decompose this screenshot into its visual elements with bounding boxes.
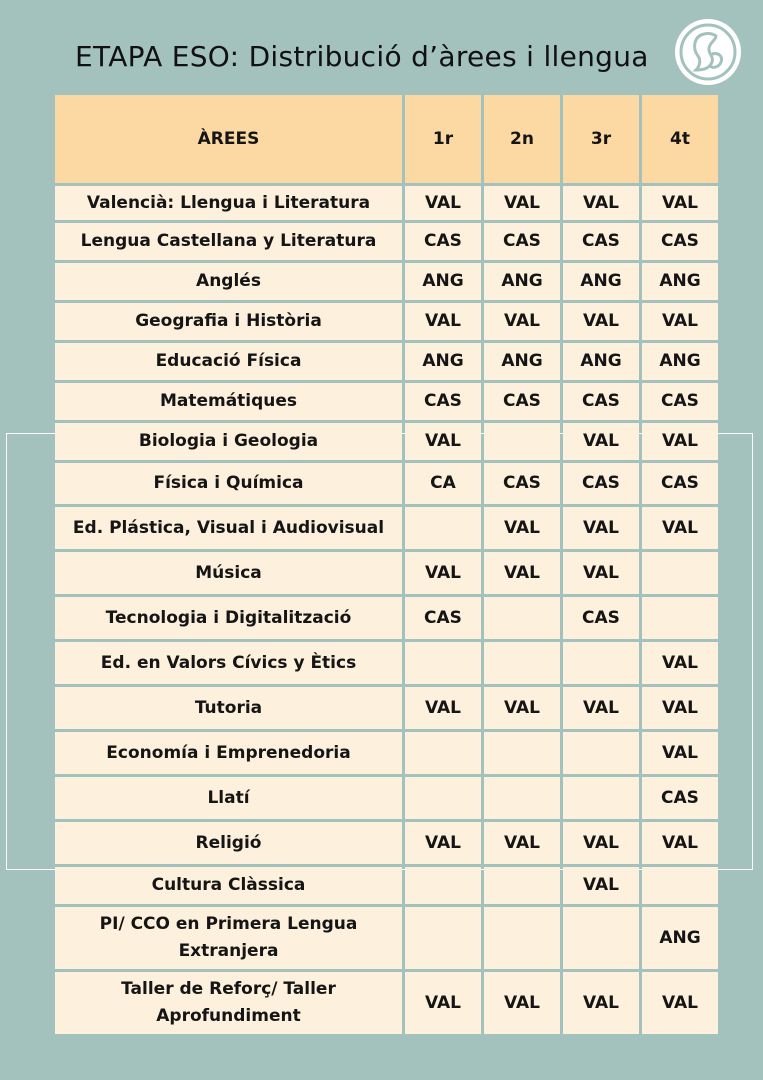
language-cell: VAL bbox=[642, 732, 718, 774]
language-cell: VAL bbox=[563, 507, 639, 549]
language-cell bbox=[484, 867, 560, 904]
language-cell: CAS bbox=[405, 597, 481, 639]
language-cell: ANG bbox=[642, 263, 718, 300]
language-cell: VAL bbox=[563, 867, 639, 904]
area-name-cell: Ed. en Valors Cívics y Ètics bbox=[55, 642, 402, 684]
area-name-cell: Tecnologia i Digitalització bbox=[55, 597, 402, 639]
language-cell: VAL bbox=[484, 687, 560, 729]
area-name-cell: Física i Química bbox=[55, 463, 402, 504]
language-cell bbox=[563, 777, 639, 819]
language-cell bbox=[484, 777, 560, 819]
language-cell: VAL bbox=[405, 687, 481, 729]
language-cell: VAL bbox=[563, 186, 639, 220]
language-cell: VAL bbox=[563, 552, 639, 594]
header-2n: 2n bbox=[484, 95, 560, 183]
area-name-cell: Anglés bbox=[55, 263, 402, 300]
table-row bbox=[55, 687, 718, 729]
language-cell: CAS bbox=[405, 223, 481, 260]
table-row bbox=[55, 732, 718, 774]
header-1r: 1r bbox=[405, 95, 481, 183]
language-cell: VAL bbox=[484, 186, 560, 220]
table-row bbox=[55, 867, 718, 904]
language-cell: CAS bbox=[484, 383, 560, 420]
header-arees: ÀREES bbox=[55, 95, 402, 183]
language-cell: VAL bbox=[642, 687, 718, 729]
table-row bbox=[55, 186, 718, 220]
language-cell: VAL bbox=[642, 507, 718, 549]
language-cell: VAL bbox=[484, 822, 560, 864]
language-cell: CA bbox=[405, 463, 481, 504]
language-cell: ANG bbox=[484, 263, 560, 300]
language-cell: CAS bbox=[563, 383, 639, 420]
language-cell: ANG bbox=[642, 343, 718, 380]
profile-silhouette-logo-icon bbox=[674, 18, 742, 86]
language-cell: CAS bbox=[642, 777, 718, 819]
table-row bbox=[55, 423, 718, 460]
language-cell bbox=[563, 732, 639, 774]
area-name-cell: Biologia i Geologia bbox=[55, 423, 402, 460]
language-cell: ANG bbox=[405, 263, 481, 300]
language-cell bbox=[405, 642, 481, 684]
language-cell bbox=[642, 597, 718, 639]
language-cell bbox=[484, 732, 560, 774]
area-name-cell: Valencià: Llengua i Literatura bbox=[55, 186, 402, 220]
language-cell: VAL bbox=[405, 822, 481, 864]
area-name-cell: Música bbox=[55, 552, 402, 594]
language-cell: VAL bbox=[563, 423, 639, 460]
language-cell: CAS bbox=[642, 383, 718, 420]
language-cell: CAS bbox=[484, 223, 560, 260]
language-cell: VAL bbox=[642, 423, 718, 460]
language-cell bbox=[405, 732, 481, 774]
language-cell: VAL bbox=[642, 303, 718, 340]
area-name-cell: Ed. Plástica, Visual i Audiovisual bbox=[55, 507, 402, 549]
language-cell bbox=[484, 642, 560, 684]
language-cell: VAL bbox=[642, 642, 718, 684]
area-name-cell: Economía i Emprenedoria bbox=[55, 732, 402, 774]
distribution-table bbox=[52, 92, 721, 1037]
language-cell bbox=[563, 907, 639, 969]
area-name-cell: Educació Física bbox=[55, 343, 402, 380]
page-title: ETAPA ESO: Distribució d’àrees i llengua bbox=[75, 40, 649, 73]
language-cell: VAL bbox=[405, 423, 481, 460]
table-row bbox=[55, 552, 718, 594]
header-3r: 3r bbox=[563, 95, 639, 183]
table-row bbox=[55, 642, 718, 684]
language-cell: VAL bbox=[484, 972, 560, 1034]
table-row bbox=[55, 822, 718, 864]
language-cell bbox=[642, 867, 718, 904]
language-cell: VAL bbox=[484, 507, 560, 549]
table-row bbox=[55, 597, 718, 639]
language-cell: VAL bbox=[563, 303, 639, 340]
area-name-cell: Tutoria bbox=[55, 687, 402, 729]
language-cell: ANG bbox=[563, 343, 639, 380]
language-cell: VAL bbox=[642, 972, 718, 1034]
table-row bbox=[55, 507, 718, 549]
language-cell: VAL bbox=[405, 303, 481, 340]
language-cell bbox=[405, 777, 481, 819]
language-cell bbox=[563, 642, 639, 684]
language-cell bbox=[484, 907, 560, 969]
table-row bbox=[55, 303, 718, 340]
language-cell bbox=[405, 867, 481, 904]
language-cell: VAL bbox=[563, 822, 639, 864]
language-cell: VAL bbox=[405, 972, 481, 1034]
language-cell: VAL bbox=[563, 687, 639, 729]
language-cell: ANG bbox=[484, 343, 560, 380]
language-cell: VAL bbox=[642, 822, 718, 864]
area-name-cell: Llatí bbox=[55, 777, 402, 819]
language-cell: VAL bbox=[405, 552, 481, 594]
area-name-cell: Geografia i Història bbox=[55, 303, 402, 340]
language-cell: CAS bbox=[484, 463, 560, 504]
language-cell: VAL bbox=[405, 186, 481, 220]
language-cell: CAS bbox=[642, 463, 718, 504]
language-cell: ANG bbox=[642, 907, 718, 969]
area-name-cell: Matemátiques bbox=[55, 383, 402, 420]
area-name-cell: Cultura Clàssica bbox=[55, 867, 402, 904]
language-cell: CAS bbox=[563, 463, 639, 504]
area-name-cell: Lengua Castellana y Literatura bbox=[55, 223, 402, 260]
language-cell bbox=[642, 552, 718, 594]
language-cell: CAS bbox=[563, 223, 639, 260]
language-cell: VAL bbox=[563, 972, 639, 1034]
table-row bbox=[55, 223, 718, 260]
language-cell bbox=[484, 423, 560, 460]
table-row bbox=[55, 907, 718, 969]
language-cell: CAS bbox=[563, 597, 639, 639]
table-row bbox=[55, 463, 718, 504]
language-cell bbox=[405, 507, 481, 549]
area-name-cell: Taller de Reforç/ Taller Aprofundiment bbox=[55, 972, 402, 1034]
language-cell: VAL bbox=[484, 552, 560, 594]
language-cell: VAL bbox=[642, 186, 718, 220]
area-name-cell: PI/ CCO en Primera Lengua Extranjera bbox=[55, 907, 402, 969]
language-cell: ANG bbox=[563, 263, 639, 300]
area-name-cell: Religió bbox=[55, 822, 402, 864]
language-cell: ANG bbox=[405, 343, 481, 380]
table-header-row bbox=[55, 95, 718, 183]
table-row bbox=[55, 383, 718, 420]
table-row bbox=[55, 343, 718, 380]
language-cell: CAS bbox=[642, 223, 718, 260]
language-cell bbox=[484, 597, 560, 639]
table-row bbox=[55, 972, 718, 1034]
language-cell: VAL bbox=[484, 303, 560, 340]
table-row bbox=[55, 777, 718, 819]
header-4t: 4t bbox=[642, 95, 718, 183]
language-cell bbox=[405, 907, 481, 969]
language-cell: CAS bbox=[405, 383, 481, 420]
table-row bbox=[55, 263, 718, 300]
